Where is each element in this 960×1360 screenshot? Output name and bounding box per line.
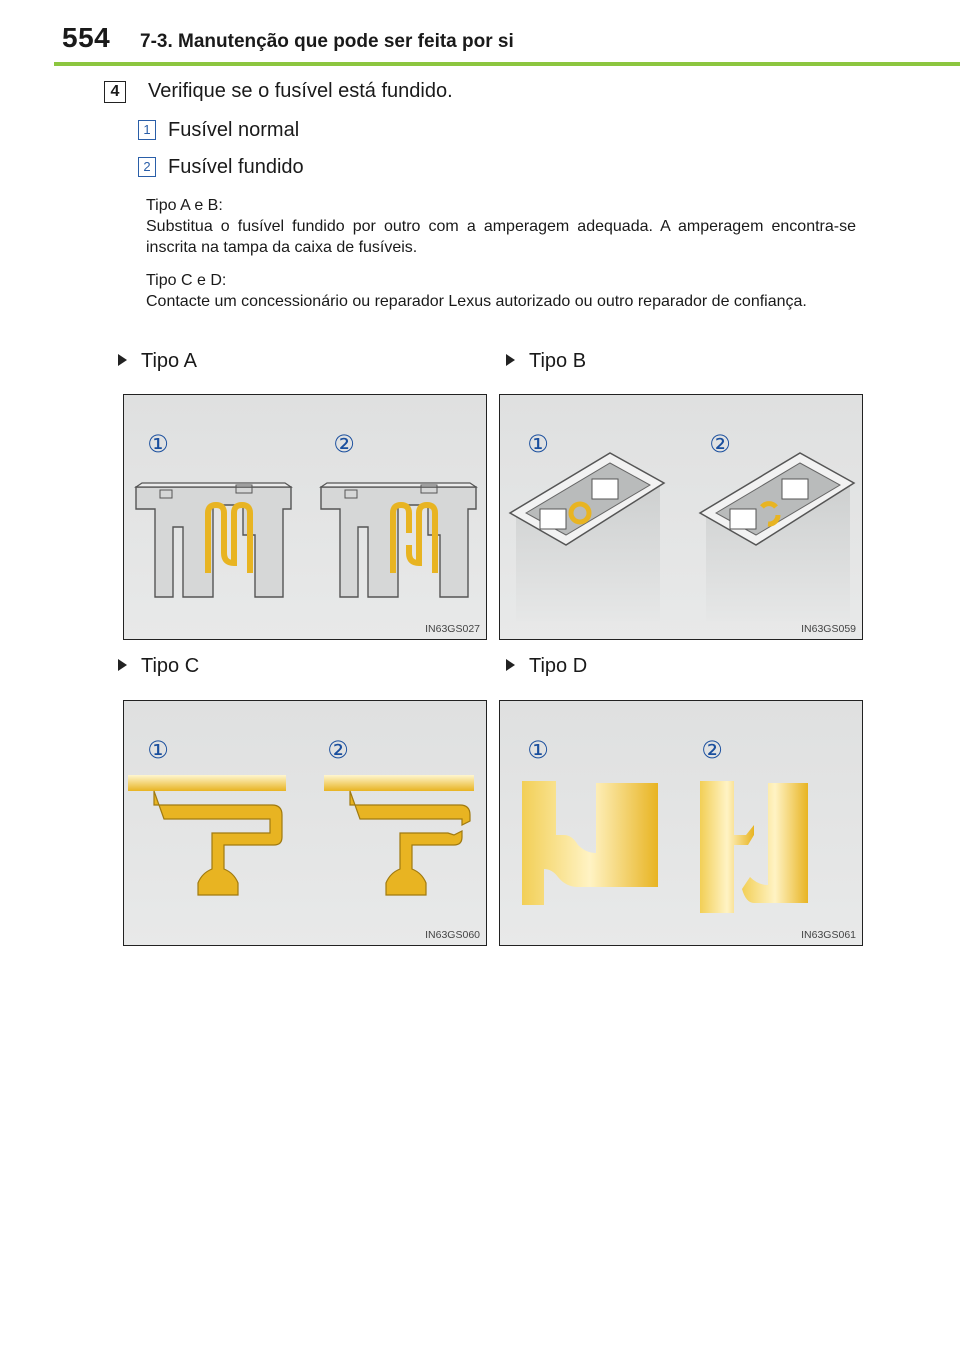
paragraph-body: Substitua o fusível fundido por outro com a amperagem adequada. A amperagem encontra-se inscrita na tampa da caixa de fusíveis. bbox=[146, 218, 856, 256]
page-header bbox=[0, 0, 960, 70]
item-label-blown: Fusível fundido bbox=[168, 156, 304, 178]
chapter-title: 7-3. Manutenção que pode ser feita por si bbox=[140, 31, 514, 52]
figure-type-a bbox=[123, 394, 487, 640]
figure-label-1: ① bbox=[527, 431, 549, 458]
step-text: Verifique se o fusível está fundido. bbox=[148, 80, 453, 102]
figure-code: IN63GS027 bbox=[425, 623, 480, 635]
section-title-type-a: Tipo A bbox=[118, 350, 197, 373]
paragraph-heading: Tipo A e B: bbox=[146, 197, 223, 214]
item-badge-1: 1 bbox=[138, 120, 156, 140]
figure-code: IN63GS059 bbox=[801, 623, 856, 635]
figure-label-2: ② bbox=[701, 737, 723, 764]
strip-fuse-illustration bbox=[124, 701, 486, 945]
section-title-type-c: Tipo C bbox=[118, 655, 199, 678]
figure-label-2: ② bbox=[333, 431, 355, 458]
figure-code: IN63GS061 bbox=[801, 929, 856, 941]
triangle-bullet-icon bbox=[506, 354, 515, 366]
header-rule bbox=[54, 62, 960, 66]
paragraph-type-cd bbox=[146, 270, 856, 312]
figure-code: IN63GS060 bbox=[425, 929, 480, 941]
figure-label-1: ① bbox=[527, 737, 549, 764]
triangle-bullet-icon bbox=[118, 659, 127, 671]
page-number: 554 bbox=[62, 22, 111, 53]
figure-label-2: ② bbox=[327, 737, 349, 764]
blade-fuse-illustration bbox=[124, 395, 486, 639]
item-label-normal: Fusível normal bbox=[168, 119, 300, 141]
triangle-bullet-icon bbox=[506, 659, 515, 671]
figure-label-1: ① bbox=[147, 737, 169, 764]
figure-label-2: ② bbox=[709, 431, 731, 458]
paragraph-body: Contacte um concessionário ou reparador Lexus autorizado ou outro reparador de confiança. bbox=[146, 293, 807, 310]
bolt-fuse-illustration bbox=[500, 701, 862, 945]
figure-type-b bbox=[499, 394, 863, 640]
paragraph-type-ab bbox=[146, 195, 856, 258]
figure-label-1: ① bbox=[147, 431, 169, 458]
section-title-type-b: Tipo B bbox=[506, 350, 586, 373]
step-number-box: 4 bbox=[104, 81, 126, 103]
section-title-type-d: Tipo D bbox=[506, 655, 587, 678]
cartridge-fuse-illustration bbox=[500, 395, 862, 639]
triangle-bullet-icon bbox=[118, 354, 127, 366]
figure-type-d bbox=[499, 700, 863, 946]
figure-type-c bbox=[123, 700, 487, 946]
paragraph-heading: Tipo C e D: bbox=[146, 272, 227, 289]
item-badge-2: 2 bbox=[138, 157, 156, 177]
